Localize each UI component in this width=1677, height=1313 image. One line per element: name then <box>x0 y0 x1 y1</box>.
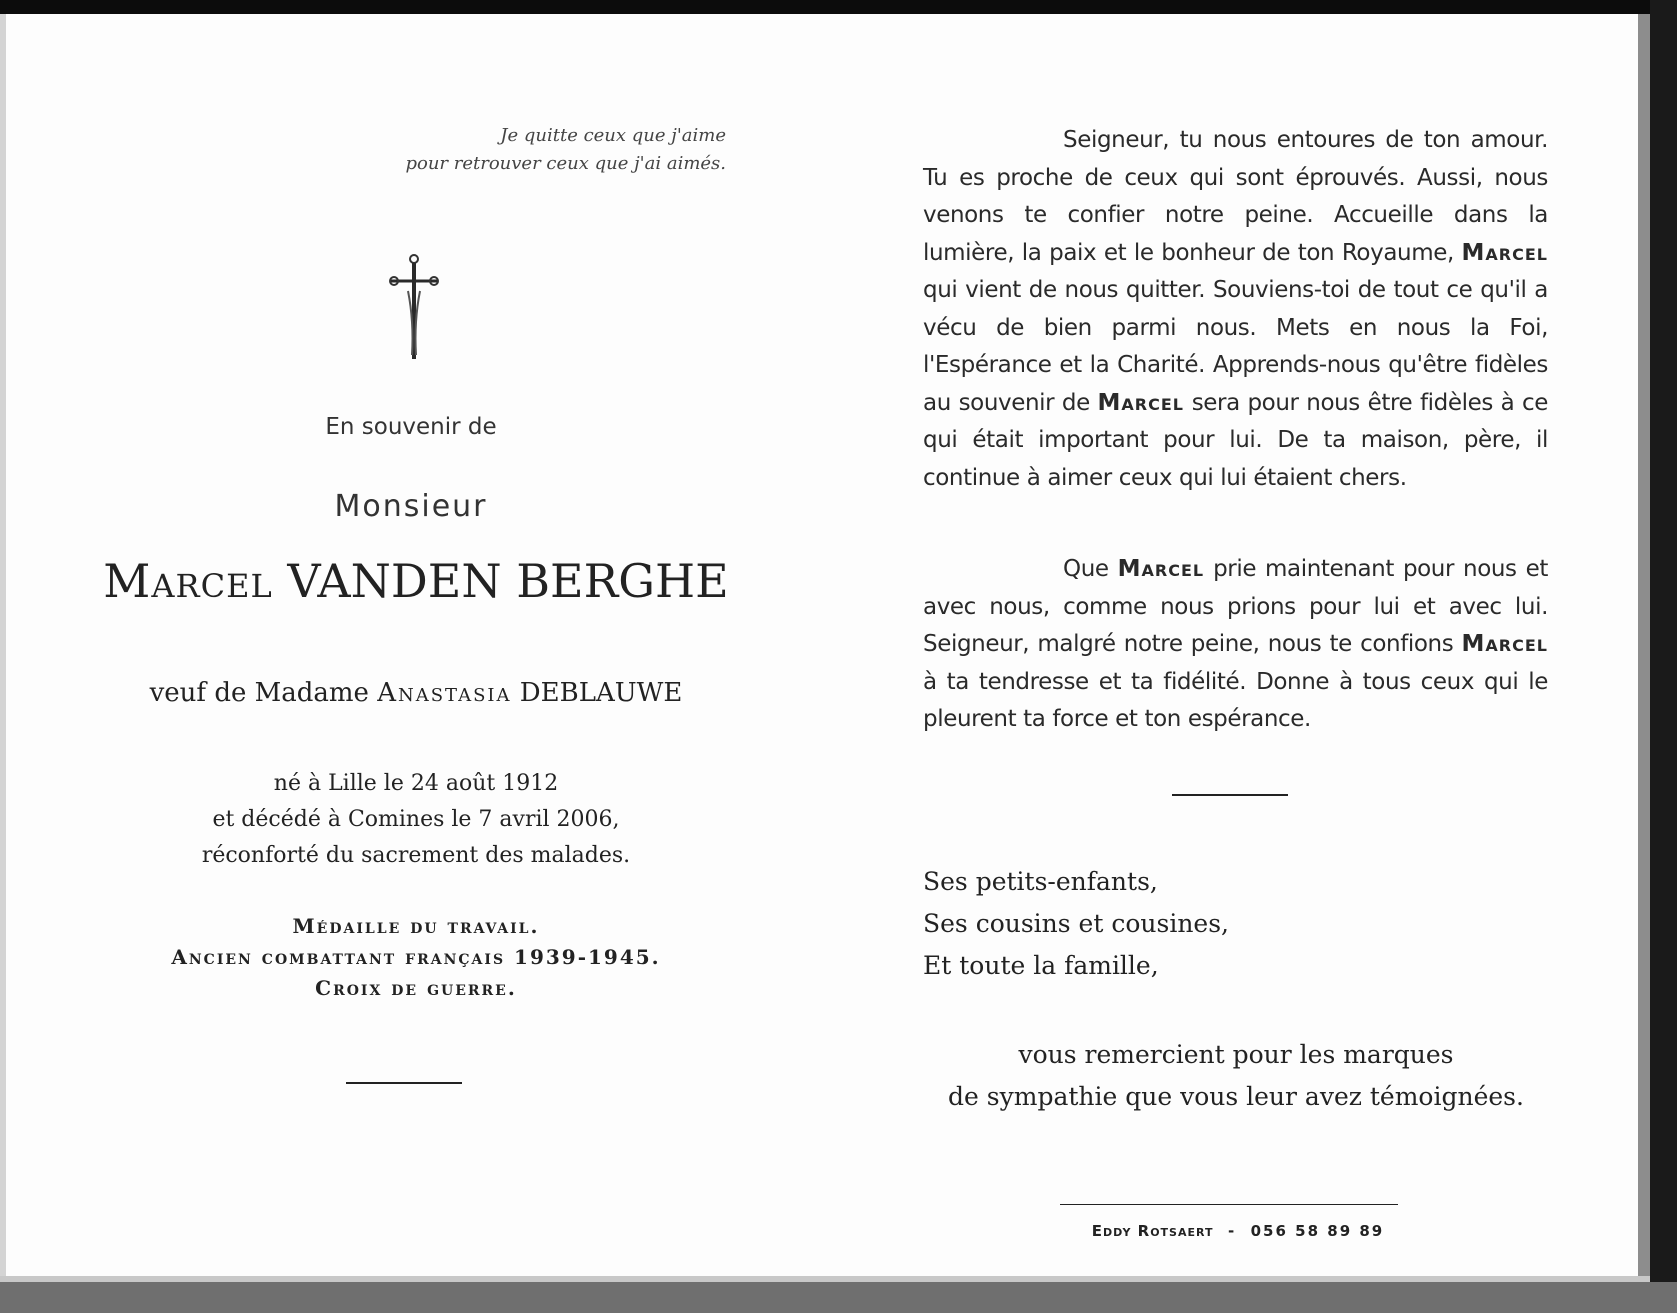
widow-prefix: veuf de Madame <box>149 678 369 708</box>
prayer-name: Marcel <box>1097 389 1184 416</box>
prayer-text: Seigneur, tu nous entoures de ton amour. Tu es proche de ceux qui sont éprouvés. Aussi, nous venons te confier notre peine. Accueille dans la lumière, la paix et le bonheur de ton Royaume, <box>923 127 1548 266</box>
printer-phone: 056 58 89 89 <box>1250 1222 1385 1240</box>
prayer-text: Que <box>1063 556 1109 582</box>
prayer-name: Marcel <box>1461 631 1548 657</box>
scan-edge-right <box>1650 0 1677 1313</box>
epigraph-quote <box>306 122 726 178</box>
last-name: VANDEN BERGHE <box>287 554 729 608</box>
family-line: Ses petits-enfants, <box>923 867 1158 896</box>
life-dates <box>106 766 726 874</box>
scan-edge-top <box>0 0 1677 14</box>
deceased-name <box>66 554 766 608</box>
widower-of <box>66 678 766 708</box>
thanks-message <box>906 1034 1566 1118</box>
salutation: Monsieur <box>334 489 488 524</box>
epigraph-line-2: pour retrouver ceux que j'ai aimés. <box>405 153 726 174</box>
honor-item: Médaille du travail. <box>292 914 540 938</box>
family-line: Et toute la famille, <box>923 951 1159 980</box>
family-list <box>923 861 1483 987</box>
thanks-line-2: de sympathie que vous leur avez témoignées. <box>948 1082 1524 1111</box>
printer-credit <box>1068 1222 1408 1240</box>
right-divider <box>1172 794 1288 796</box>
cross-icon <box>386 251 442 363</box>
birth-line: né à Lille le 24 août 1912 <box>273 771 559 796</box>
printer-name: Eddy Rotsaert <box>1091 1222 1214 1240</box>
prayer-text: qui vient de nous quitter. Souviens-toi de tout ce qu'il a vécu de bien parmi nous. Mets en nous la Foi, l'Espérance et la Charité. Apprends-nous qu'être fidèles au souvenir de <box>923 277 1548 416</box>
sacrament-line: réconforté du sacrement des malades. <box>201 843 631 868</box>
prayer-paragraph-1 <box>923 122 1548 497</box>
left-divider <box>346 1082 462 1084</box>
printer-separator: - <box>1227 1222 1237 1240</box>
prayer-paragraph-2 <box>923 551 1548 739</box>
thanks-line-1: vous remercient pour les marques <box>1018 1040 1454 1069</box>
epigraph-line-1: Je quitte ceux que j'aime <box>500 125 726 146</box>
first-name: Marcel <box>103 554 273 608</box>
prayer-text: à ta tendresse et ta fidélité. Donne à tous ceux qui le pleurent ta force et ton espérance. <box>923 668 1548 732</box>
spouse-first-name: Anastasia <box>377 678 512 708</box>
prayer-name: Marcel <box>1117 556 1205 582</box>
memorial-card <box>6 14 1638 1276</box>
prayer-text: sera pour nous être fidèles à ce qui était important pour lui. De ta maison, père, il continue à aimer ceux qui lui étaient chers. <box>923 389 1548 491</box>
family-line: Ses cousins et cousines, <box>923 909 1229 938</box>
prayer-name: Marcel <box>1461 239 1548 266</box>
spouse-last-name: DEBLAUWE <box>519 678 683 708</box>
scan-edge-right-shadow <box>1638 14 1650 1284</box>
death-line: et décédé à Comines le 7 avril 2006, <box>212 807 620 832</box>
scan-edge-bottom <box>0 1282 1677 1313</box>
honor-item: Ancien combattant français 1939-1945. <box>171 945 661 969</box>
honors-list <box>106 911 726 1004</box>
in-memory-of: En souvenir de <box>325 414 497 440</box>
prayer-text: prie maintenant pour nous et avec nous, comme nous prions pour lui et avec lui. Seigneur, malgré notre peine, nous te confions <box>923 556 1548 657</box>
printer-rule <box>1060 1204 1398 1205</box>
honor-item: Croix de guerre. <box>315 976 517 1000</box>
